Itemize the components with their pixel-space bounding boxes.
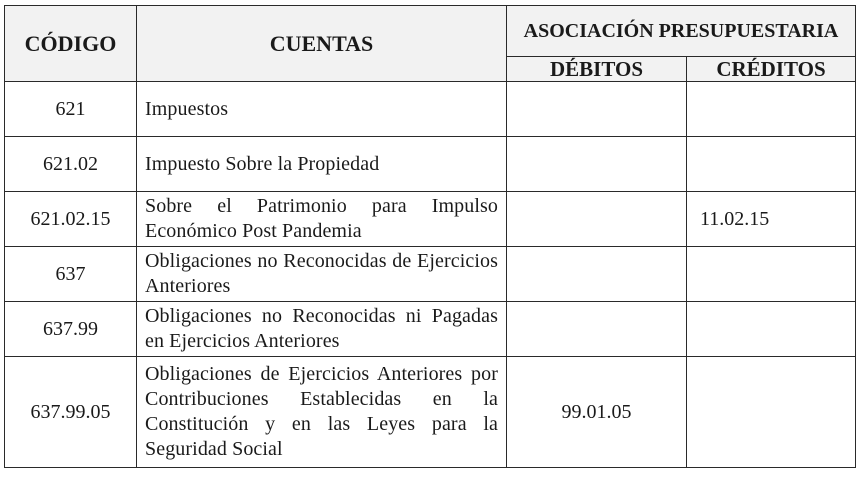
row-credit [687, 137, 856, 192]
row-account: Obligaciones no Reconocidas ni Pagadas en Ejercicios Anteriores [137, 302, 507, 357]
table-row [5, 302, 856, 357]
row-code: 621 [5, 82, 137, 137]
table-row [5, 192, 856, 247]
budget-association-table [4, 5, 856, 468]
table-row [5, 137, 856, 192]
row-account: Impuesto Sobre la Propiedad [137, 137, 507, 192]
table-row [5, 82, 856, 137]
row-code: 637.99 [5, 302, 137, 357]
row-account: Obligaciones no Reconocidas de Ejercicios Anteriores [137, 247, 507, 302]
row-debit [507, 192, 687, 247]
row-credit: 11.02.15 [687, 192, 856, 247]
row-debit [507, 247, 687, 302]
row-credit [687, 302, 856, 357]
table-row [5, 357, 856, 468]
table-row [5, 247, 856, 302]
row-credit [687, 357, 856, 468]
header-accounts: CUENTAS [137, 6, 507, 82]
header-credits: CRÉDITOS [687, 57, 856, 82]
row-account: Sobre el Patrimonio para Impulso Económico Post Pandemia [137, 192, 507, 247]
row-debit: 99.01.05 [507, 357, 687, 468]
header-budget-association: ASOCIACIÓN PRESUPUESTARIA [507, 6, 856, 57]
header-code: CÓDIGO [5, 6, 137, 82]
row-debit [507, 137, 687, 192]
row-debit [507, 302, 687, 357]
row-credit [687, 82, 856, 137]
row-code: 637.99.05 [5, 357, 137, 468]
row-account: Impuestos [137, 82, 507, 137]
header-debits: DÉBITOS [507, 57, 687, 82]
row-code: 621.02 [5, 137, 137, 192]
row-debit [507, 82, 687, 137]
row-code: 621.02.15 [5, 192, 137, 247]
row-account: Obligaciones de Ejercicios Anteriores por Contribuciones Establecidas en la Constitución y en las Leyes para la Seguridad Social [137, 357, 507, 468]
row-code: 637 [5, 247, 137, 302]
row-credit [687, 247, 856, 302]
